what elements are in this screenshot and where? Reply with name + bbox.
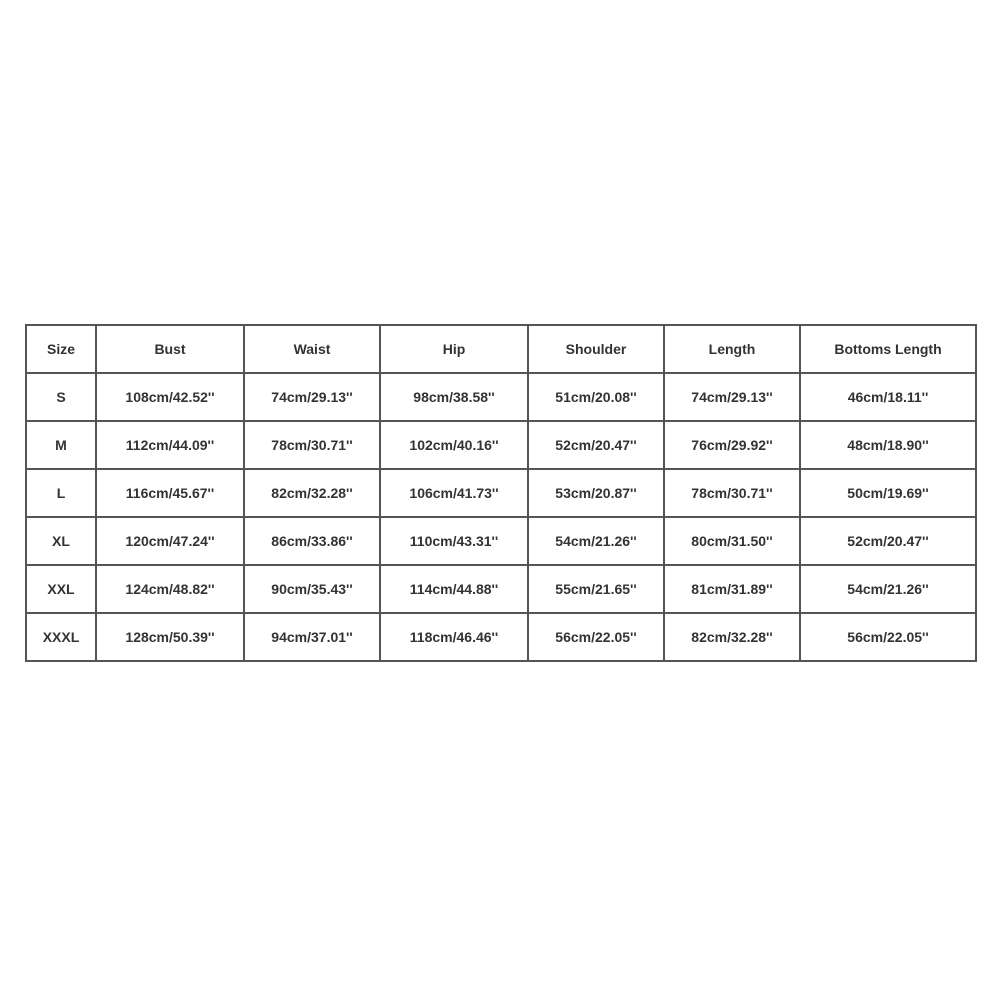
cell-hip: 110cm/43.31'' <box>380 517 528 565</box>
cell-bust: 120cm/47.24'' <box>96 517 244 565</box>
cell-size: XXL <box>26 565 96 613</box>
cell-shoulder: 54cm/21.26'' <box>528 517 664 565</box>
cell-shoulder: 52cm/20.47'' <box>528 421 664 469</box>
cell-bottoms-length: 46cm/18.11'' <box>800 373 976 421</box>
cell-waist: 94cm/37.01'' <box>244 613 380 661</box>
cell-waist: 82cm/32.28'' <box>244 469 380 517</box>
cell-bottoms-length: 54cm/21.26'' <box>800 565 976 613</box>
cell-bottoms-length: 50cm/19.69'' <box>800 469 976 517</box>
cell-bust: 116cm/45.67'' <box>96 469 244 517</box>
cell-length: 78cm/30.71'' <box>664 469 800 517</box>
header-bottoms-length: Bottoms Length <box>800 325 976 373</box>
cell-shoulder: 55cm/21.65'' <box>528 565 664 613</box>
table-row <box>26 469 976 517</box>
table-row <box>26 421 976 469</box>
header-shoulder: Shoulder <box>528 325 664 373</box>
cell-bust: 124cm/48.82'' <box>96 565 244 613</box>
cell-length: 82cm/32.28'' <box>664 613 800 661</box>
cell-size: L <box>26 469 96 517</box>
cell-waist: 78cm/30.71'' <box>244 421 380 469</box>
cell-length: 74cm/29.13'' <box>664 373 800 421</box>
cell-bottoms-length: 48cm/18.90'' <box>800 421 976 469</box>
cell-hip: 118cm/46.46'' <box>380 613 528 661</box>
cell-shoulder: 56cm/22.05'' <box>528 613 664 661</box>
table-row <box>26 565 976 613</box>
header-length: Length <box>664 325 800 373</box>
table-row <box>26 613 976 661</box>
cell-size: XXXL <box>26 613 96 661</box>
header-bust: Bust <box>96 325 244 373</box>
header-hip: Hip <box>380 325 528 373</box>
cell-shoulder: 51cm/20.08'' <box>528 373 664 421</box>
cell-size: XL <box>26 517 96 565</box>
cell-waist: 86cm/33.86'' <box>244 517 380 565</box>
cell-length: 76cm/29.92'' <box>664 421 800 469</box>
cell-bust: 128cm/50.39'' <box>96 613 244 661</box>
cell-size: S <box>26 373 96 421</box>
cell-waist: 90cm/35.43'' <box>244 565 380 613</box>
table-row <box>26 517 976 565</box>
cell-length: 81cm/31.89'' <box>664 565 800 613</box>
cell-hip: 102cm/40.16'' <box>380 421 528 469</box>
cell-bust: 112cm/44.09'' <box>96 421 244 469</box>
cell-hip: 114cm/44.88'' <box>380 565 528 613</box>
table-row <box>26 373 976 421</box>
cell-bottoms-length: 56cm/22.05'' <box>800 613 976 661</box>
header-row <box>26 325 976 373</box>
cell-size: M <box>26 421 96 469</box>
cell-hip: 106cm/41.73'' <box>380 469 528 517</box>
header-size: Size <box>26 325 96 373</box>
cell-length: 80cm/31.50'' <box>664 517 800 565</box>
cell-bust: 108cm/42.52'' <box>96 373 244 421</box>
cell-bottoms-length: 52cm/20.47'' <box>800 517 976 565</box>
cell-hip: 98cm/38.58'' <box>380 373 528 421</box>
header-waist: Waist <box>244 325 380 373</box>
size-chart-table <box>25 324 977 662</box>
cell-shoulder: 53cm/20.87'' <box>528 469 664 517</box>
cell-waist: 74cm/29.13'' <box>244 373 380 421</box>
